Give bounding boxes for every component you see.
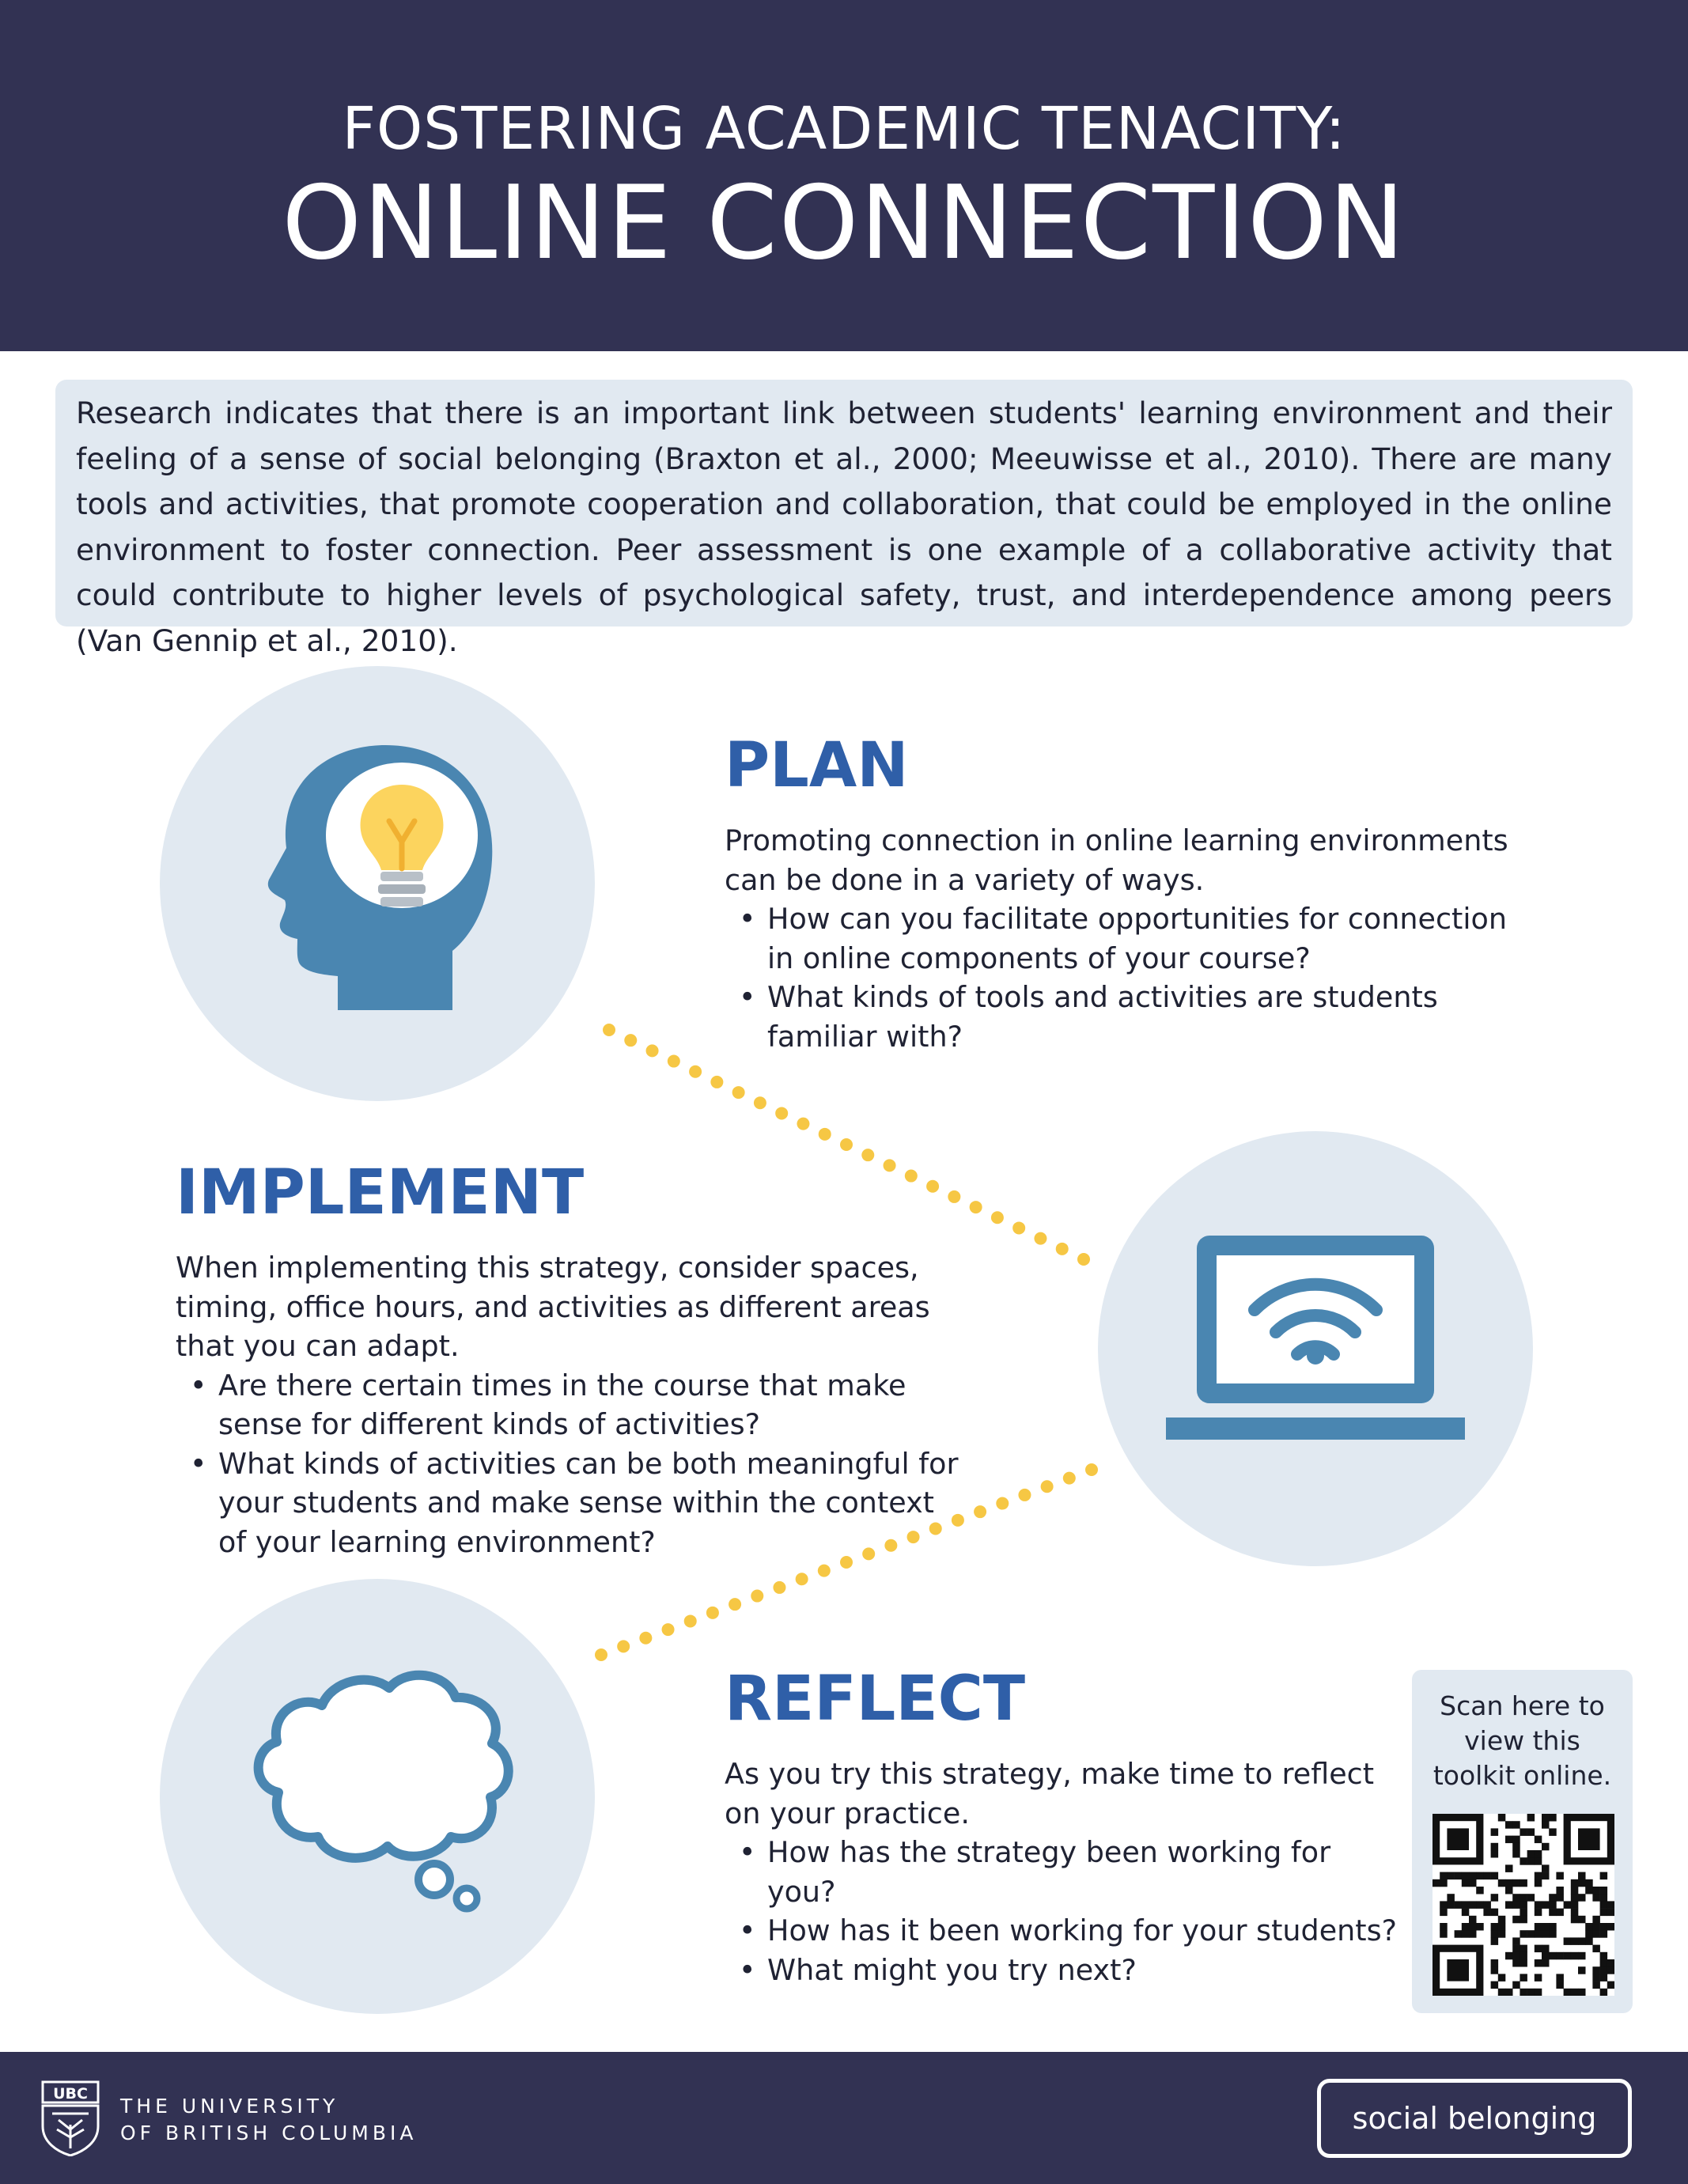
connector-dot — [595, 1648, 607, 1661]
qr-module — [1505, 1821, 1513, 1829]
qr-module — [1512, 1843, 1520, 1851]
connector-dot — [729, 1598, 741, 1611]
reflect-body: As you try this strategy, make time to reflect on your practice. — [725, 1757, 1375, 1830]
implement-section — [176, 1155, 967, 1561]
qr-module — [1542, 1821, 1550, 1829]
qr-module — [1535, 1930, 1542, 1938]
reflect-heading: REFLECT — [725, 1664, 1026, 1735]
qr-module — [1512, 1916, 1520, 1924]
qr-module — [1440, 1923, 1448, 1931]
qr-module — [1549, 1909, 1557, 1917]
qr-module — [1592, 1966, 1600, 1974]
connector-dot — [732, 1086, 745, 1099]
qr-module — [1512, 1952, 1520, 1960]
qr-module — [1527, 1850, 1535, 1858]
qr-module — [1440, 1930, 1448, 1938]
qr-module — [1549, 1930, 1557, 1938]
qr-module — [1542, 1923, 1550, 1931]
connector-dot — [1056, 1243, 1069, 1255]
qr-module — [1607, 1909, 1614, 1917]
qr-module — [1491, 1930, 1499, 1938]
reflect-icon-circle — [160, 1579, 595, 2014]
qr-module — [1592, 1981, 1600, 1989]
university-name — [120, 2093, 417, 2147]
qr-caption-line: Scan here to — [1440, 1690, 1605, 1721]
connector-dot — [796, 1573, 808, 1585]
plan-section — [725, 728, 1516, 1056]
qr-module — [1564, 1989, 1572, 1996]
plan-bullet: • How can you facilitate opportunities for connection in online components of your course? — [725, 899, 1516, 978]
qr-module — [1600, 1974, 1608, 1981]
qr-module — [1505, 1879, 1513, 1887]
qr-module — [1556, 1952, 1564, 1960]
qr-module — [1585, 1923, 1593, 1931]
qr-module — [1564, 1901, 1572, 1909]
connector-dot — [624, 1034, 637, 1047]
implement-bullets — [176, 1366, 967, 1562]
qr-module — [1592, 1894, 1600, 1902]
qr-module — [1535, 1879, 1542, 1887]
qr-module — [1520, 1930, 1527, 1938]
qr-module — [1527, 1828, 1535, 1836]
qr-module — [1476, 1887, 1484, 1894]
qr-code-icon — [1433, 1814, 1614, 1996]
qr-module — [1512, 1945, 1520, 1953]
qr-module — [1512, 1894, 1520, 1902]
university-line: THE UNIVERSITY — [120, 2095, 339, 2118]
plan-heading: PLAN — [725, 730, 909, 801]
qr-module — [1556, 1974, 1564, 1981]
qr-module — [1549, 1923, 1557, 1931]
qr-module — [1491, 1981, 1499, 1989]
plan-bullets — [725, 899, 1516, 1056]
connector-dot — [797, 1118, 809, 1130]
qr-module — [1505, 1989, 1513, 1996]
qr-module — [1549, 1894, 1557, 1902]
qr-module — [1578, 1828, 1600, 1850]
qr-module — [1556, 1887, 1564, 1894]
connector-dot — [1018, 1489, 1031, 1501]
qr-module — [1535, 1923, 1542, 1931]
qr-module — [1512, 1901, 1520, 1909]
connector-dot — [1077, 1253, 1090, 1266]
qr-module — [1462, 1909, 1470, 1917]
plan-body: Promoting connection in online learning environments can be done in a variety of ways. — [725, 823, 1508, 897]
qr-module — [1592, 1945, 1600, 1953]
qr-module — [1469, 1901, 1477, 1909]
qr-module — [1571, 1879, 1579, 1887]
qr-module — [1542, 1945, 1550, 1953]
qr-module — [1440, 1879, 1448, 1887]
qr-module — [1455, 1872, 1463, 1880]
qr-module — [1440, 1872, 1448, 1880]
ubc-crest-icon — [41, 2080, 100, 2156]
qr-caption-line: toolkit online. — [1433, 1760, 1612, 1791]
implement-bullet: • What kinds of activities can be both meaningful for your students and make sense within the context of your learning environment? — [176, 1444, 967, 1562]
reflect-bullet: • How has the strategy been working for you? — [725, 1833, 1397, 1911]
qr-caption-line: view this — [1464, 1725, 1580, 1756]
qr-module — [1527, 1930, 1535, 1938]
qr-module — [1578, 1989, 1586, 1996]
qr-module — [1542, 1930, 1550, 1938]
qr-module — [1535, 1959, 1542, 1967]
qr-module — [1600, 1959, 1608, 1967]
qr-module — [1469, 1872, 1477, 1880]
qr-module — [1520, 1989, 1527, 1996]
reflect-bullet: • What might you try next? — [725, 1951, 1397, 1990]
qr-module — [1564, 1937, 1572, 1945]
qr-module — [1520, 1959, 1527, 1967]
connector-dot — [1041, 1480, 1054, 1493]
qr-module — [1527, 1857, 1535, 1865]
qr-module — [1607, 1901, 1614, 1909]
qr-module — [1542, 1952, 1550, 1960]
qr-module — [1505, 1887, 1513, 1894]
qr-module — [1520, 1879, 1527, 1887]
qr-module — [1571, 1916, 1579, 1924]
qr-module — [1592, 1923, 1600, 1931]
connector-dot — [710, 1076, 723, 1088]
qr-module — [1505, 1836, 1513, 1844]
qr-module — [1498, 1930, 1506, 1938]
qr-module — [1447, 1901, 1455, 1909]
qr-module — [1498, 1814, 1506, 1822]
qr-module — [1592, 1930, 1600, 1938]
qr-module — [1512, 1850, 1520, 1858]
qr-module — [1462, 1872, 1470, 1880]
qr-module — [1578, 1894, 1586, 1902]
connector-dot — [754, 1096, 766, 1109]
qr-module — [1600, 1989, 1608, 1996]
qr-module — [1571, 1887, 1579, 1894]
qr-module — [1498, 1923, 1506, 1931]
qr-module — [1491, 1828, 1499, 1836]
qr-module — [1433, 1879, 1440, 1887]
qr-module — [1556, 1981, 1564, 1989]
qr-module — [1585, 1879, 1593, 1887]
qr-module — [1535, 1836, 1542, 1844]
qr-module — [1607, 1923, 1614, 1931]
qr-module — [1549, 1952, 1557, 1960]
qr-module — [1483, 1909, 1491, 1917]
qr-module — [1512, 1937, 1520, 1945]
qr-module — [1585, 1937, 1593, 1945]
qr-module — [1447, 1828, 1469, 1850]
connector-dot — [991, 1211, 1004, 1224]
qr-module — [1600, 1952, 1608, 1960]
qr-code[interactable] — [1433, 1814, 1614, 1996]
connector-dot — [751, 1590, 763, 1603]
qr-module — [1556, 1872, 1564, 1880]
connector-dot — [818, 1565, 831, 1577]
qr-module — [1462, 1901, 1470, 1909]
page-title: ONLINE CONNECTION — [282, 165, 1406, 282]
reflect-bullet: • How has it been working for your students? — [725, 1911, 1397, 1951]
connector-dot — [1085, 1463, 1098, 1476]
qr-module — [1535, 1850, 1542, 1858]
connector-dot — [668, 1055, 680, 1068]
intro-text: Research indicates that there is an important link between students' learning environment and their feeling of a sense of social belonging (Braxton et al., 2000; Meeuwisse et al., 2010). There are many tools and activities, that promote cooperation and collaboration, that could be employed in the online environment to foster connection. Peer assessment is one example of a collaborative activity that could contribute to higher levels of psychological safety, trust, and interdependence among peers (Van Gennip et al., 2010). — [76, 396, 1612, 658]
qr-module — [1520, 1857, 1527, 1865]
qr-module — [1505, 1952, 1513, 1960]
qr-module — [1527, 1814, 1535, 1822]
qr-caption — [1412, 1689, 1633, 1793]
qr-module — [1491, 1894, 1499, 1902]
qr-module — [1527, 1989, 1535, 1996]
qr-module — [1498, 1989, 1506, 1996]
implement-body: When implementing this strategy, consider spaces, timing, office hours, and activities as different areas that you can adapt. — [176, 1251, 930, 1363]
qr-module — [1571, 1952, 1579, 1960]
qr-module — [1556, 1894, 1564, 1902]
qr-module — [1447, 1959, 1469, 1981]
qr-module — [1535, 1872, 1542, 1880]
implement-heading: IMPLEMENT — [176, 1157, 585, 1228]
crest-text: UBC — [53, 2085, 88, 2103]
qr-module — [1549, 1828, 1557, 1836]
qr-module — [1571, 1937, 1579, 1945]
qr-module — [1542, 1864, 1550, 1872]
qr-module — [1607, 1966, 1614, 1974]
qr-module — [1600, 1887, 1608, 1894]
qr-module — [1578, 1952, 1586, 1960]
qr-module — [1498, 1879, 1506, 1887]
qr-module — [1578, 1937, 1586, 1945]
qr-module — [1447, 1872, 1455, 1880]
connector-dot — [646, 1044, 659, 1057]
connector-dot — [1034, 1232, 1046, 1245]
qr-module — [1520, 1828, 1527, 1836]
qr-module — [1592, 1974, 1600, 1981]
plan-bullet: • What kinds of tools and activities are students familiar with? — [725, 978, 1516, 1056]
qr-module — [1592, 1916, 1600, 1924]
connector-dot — [639, 1632, 652, 1645]
footer-bar — [0, 2052, 1688, 2184]
connector-dot — [662, 1623, 675, 1636]
connector-dot — [1012, 1221, 1025, 1234]
qr-module — [1476, 1872, 1484, 1880]
qr-module — [1512, 1821, 1520, 1829]
qr-module — [1542, 1901, 1550, 1909]
qr-module — [1512, 1836, 1520, 1844]
qr-module — [1469, 1923, 1477, 1931]
qr-module — [1476, 1901, 1484, 1909]
qr-module — [1520, 1974, 1527, 1981]
qr-module — [1469, 1916, 1477, 1924]
qr-module — [1571, 1901, 1579, 1909]
connector-dot — [819, 1128, 831, 1141]
qr-module — [1600, 1923, 1608, 1931]
qr-module — [1455, 1901, 1463, 1909]
qr-module — [1535, 1909, 1542, 1917]
connector-dot — [974, 1505, 986, 1518]
qr-module — [1549, 1814, 1557, 1822]
connector-dot — [706, 1607, 719, 1619]
connector-dot — [1063, 1472, 1076, 1485]
qr-module — [1578, 1872, 1586, 1880]
qr-module — [1491, 1923, 1499, 1931]
qr-module — [1462, 1923, 1470, 1931]
qr-module — [1440, 1901, 1448, 1909]
qr-module — [1491, 1966, 1499, 1974]
qr-module — [1520, 1894, 1527, 1902]
qr-module — [1520, 1945, 1527, 1953]
connector-dot — [840, 1138, 853, 1151]
implement-icon-circle — [1098, 1131, 1533, 1566]
qr-module — [1578, 1966, 1586, 1974]
qr-module — [1578, 1916, 1586, 1924]
qr-module — [1585, 1930, 1593, 1938]
qr-module — [1440, 1909, 1448, 1917]
connector-dot — [603, 1024, 615, 1036]
qr-module — [1600, 1872, 1608, 1880]
qr-module — [1469, 1879, 1477, 1887]
qr-module — [1491, 1843, 1499, 1851]
qr-module — [1571, 1989, 1579, 1996]
qr-module — [1527, 1894, 1535, 1902]
qr-module — [1585, 1887, 1593, 1894]
qr-module — [1520, 1952, 1527, 1960]
implement-bullet: • Are there certain times in the course that make sense for different kinds of activities? — [176, 1366, 967, 1444]
qr-module — [1469, 1930, 1477, 1938]
connector-dot — [617, 1640, 630, 1652]
qr-module — [1542, 1872, 1550, 1880]
qr-module — [1571, 1894, 1579, 1902]
qr-module — [1491, 1909, 1499, 1917]
university-line: OF BRITISH COLUMBIA — [120, 2122, 418, 2144]
reflect-bullets — [725, 1833, 1397, 1989]
qr-module — [1607, 1981, 1614, 1989]
connector-dot — [689, 1066, 702, 1078]
qr-module — [1483, 1872, 1491, 1880]
qr-module — [1535, 1945, 1542, 1953]
qr-module — [1542, 1959, 1550, 1967]
qr-module — [1491, 1959, 1499, 1967]
qr-module — [1556, 1909, 1564, 1917]
qr-module — [1520, 1909, 1527, 1917]
qr-module — [1512, 1981, 1520, 1989]
reflect-section — [725, 1661, 1397, 1989]
header-kicker: FOSTERING ACADEMIC TENACITY: — [342, 95, 1346, 163]
qr-module — [1535, 1989, 1542, 1996]
qr-module — [1498, 1916, 1506, 1924]
qr-module — [1455, 1930, 1463, 1938]
connector-dot — [970, 1201, 982, 1213]
qr-module — [1592, 1887, 1600, 1894]
social-belonging-tag: social belonging — [1317, 2079, 1632, 2158]
qr-module — [1505, 1901, 1513, 1909]
qr-module — [1535, 1901, 1542, 1909]
qr-module — [1549, 1901, 1557, 1909]
qr-module — [1571, 1909, 1579, 1917]
qr-module — [1462, 1930, 1470, 1938]
qr-module — [1491, 1937, 1499, 1945]
qr-module — [1447, 1894, 1455, 1902]
qr-module — [1498, 1974, 1506, 1981]
qr-module — [1607, 1959, 1614, 1967]
qr-module — [1512, 1879, 1520, 1887]
qr-module — [1483, 1901, 1491, 1909]
qr-module — [1535, 1857, 1542, 1865]
connector-dot — [684, 1614, 697, 1627]
qr-module — [1476, 1923, 1484, 1931]
connector-dot — [773, 1581, 785, 1594]
qr-module — [1600, 1966, 1608, 1974]
qr-module — [1600, 1901, 1608, 1909]
qr-module — [1600, 1894, 1608, 1902]
qr-code-box — [1412, 1670, 1633, 2013]
qr-module — [1600, 1930, 1608, 1938]
thought-bubble-icon — [160, 1579, 595, 2014]
qr-module — [1505, 1864, 1513, 1872]
qr-module — [1600, 1909, 1608, 1917]
qr-module — [1462, 1879, 1470, 1887]
qr-module — [1542, 1814, 1550, 1822]
qr-module — [1564, 1952, 1572, 1960]
qr-module — [1512, 1959, 1520, 1967]
head-lightbulb-icon — [160, 666, 595, 1101]
plan-icon-circle — [160, 666, 595, 1101]
connector-dot — [996, 1497, 1009, 1510]
qr-module — [1520, 1916, 1527, 1924]
qr-module — [1520, 1901, 1527, 1909]
laptop-wifi-icon — [1098, 1131, 1533, 1566]
qr-module — [1542, 1843, 1550, 1851]
connector-dot — [775, 1107, 788, 1119]
qr-module — [1491, 1850, 1499, 1858]
qr-module — [1491, 1872, 1499, 1880]
qr-module — [1578, 1879, 1586, 1887]
qr-module — [1535, 1974, 1542, 1981]
